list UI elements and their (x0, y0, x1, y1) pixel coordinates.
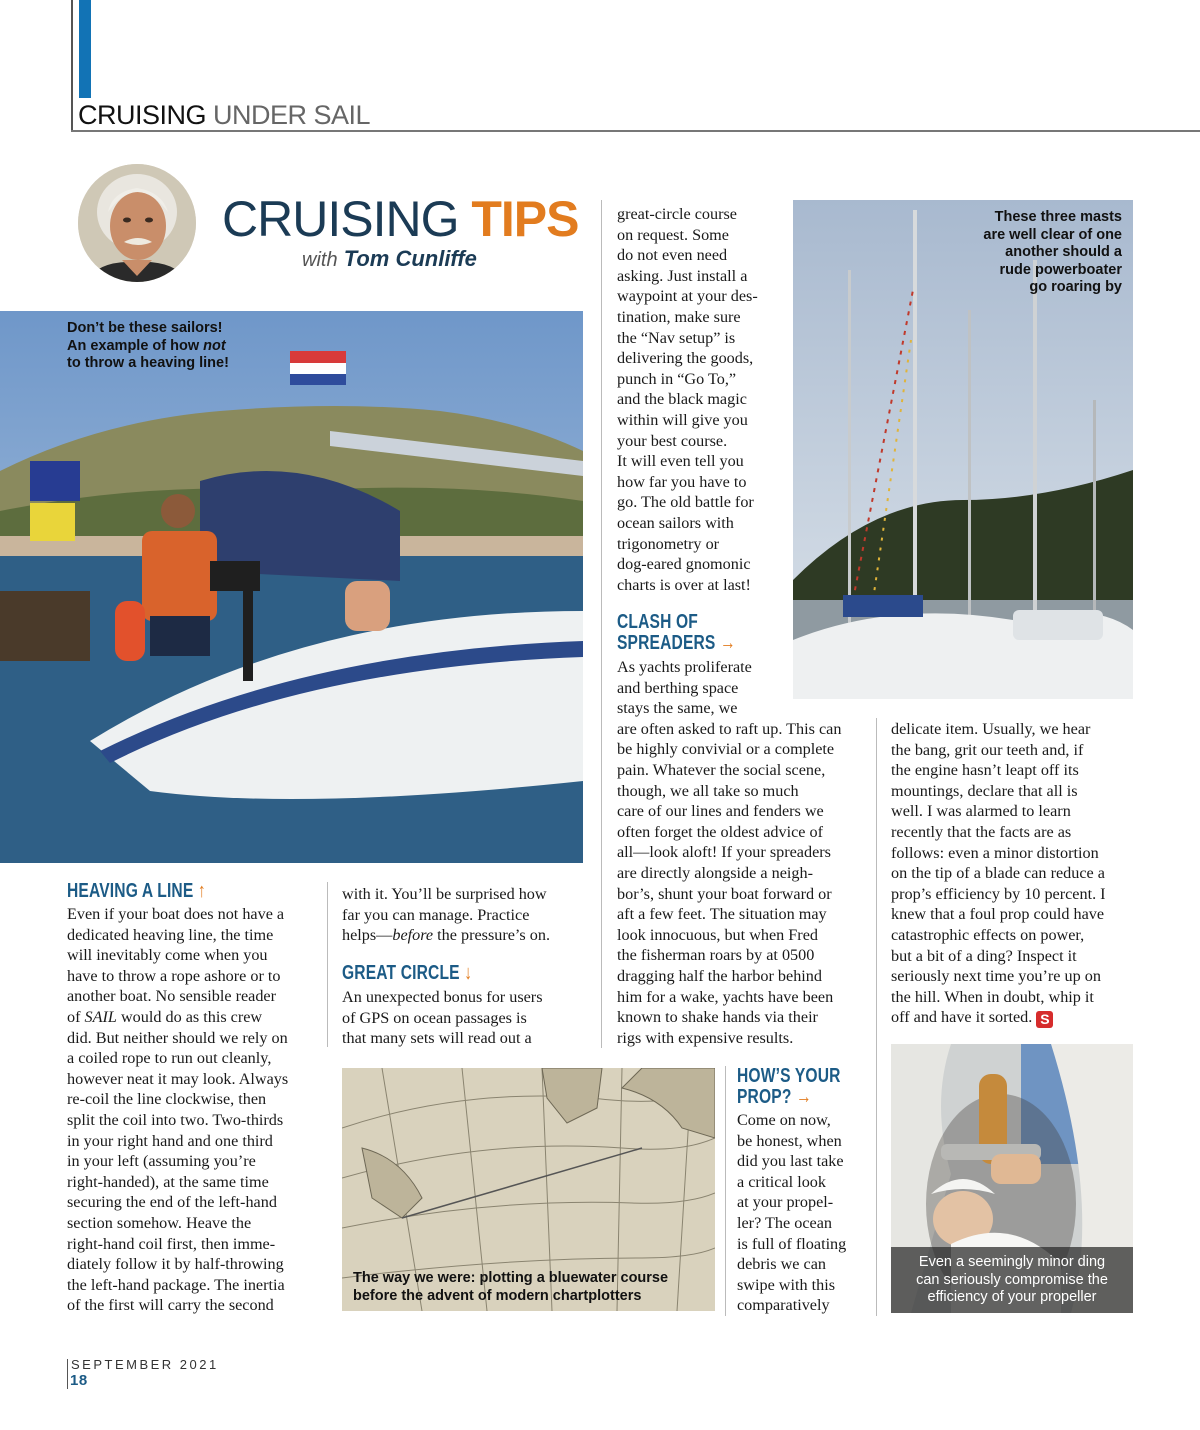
text-line: right-hand coil first, then imme- (67, 1234, 276, 1253)
text-line: the hill. When in doubt, whip it (891, 987, 1094, 1006)
title-word-tips: TIPS (471, 191, 579, 247)
text-line: punch in “Go To,” (617, 369, 737, 388)
footer-month: SEPTEMBER 2021 (71, 1357, 219, 1372)
heading-text: GREAT CIRCLE (342, 962, 460, 984)
column-rule (601, 200, 602, 1048)
text-line: do not even need (617, 246, 728, 265)
text-line: did. But neither should we rely on (67, 1028, 288, 1047)
text-line: dragging half the harbor behind (617, 966, 822, 985)
byline-with: with (302, 249, 338, 271)
text-line: within will give you (617, 410, 748, 429)
text-line: asking. Just install a (617, 266, 748, 285)
text-line: on the tip of a blade can reduce a (891, 864, 1105, 883)
text-line: be highly convivial or a complete (617, 740, 835, 759)
text-line (342, 925, 592, 946)
text-line: however neat it may look. Always (67, 1069, 289, 1088)
caption-line: The way we were: plotting a bluewater course (353, 1270, 669, 1286)
text-line: your best course. (617, 431, 728, 450)
arrow-up-icon: ↑ (197, 880, 206, 902)
photo-chart-caption (353, 1270, 703, 1305)
caption-line: go roaring by (1029, 279, 1122, 295)
caption-line: to throw a heaving line! (67, 355, 229, 371)
text-italic: before (392, 926, 434, 945)
text-span: helps— (342, 926, 393, 945)
text-line: go. The old battle for (617, 493, 754, 512)
text-line: As yachts proliferate (617, 658, 752, 676)
text-line: the bang, grit our teeth and, if (891, 740, 1084, 759)
caption-line: Don’t be these sailors! (67, 320, 223, 336)
section-light: UNDER SAIL (213, 100, 371, 130)
heading-text: HEAVING A LINE (67, 880, 194, 902)
text-line: diately follow it by half-throwing (67, 1255, 284, 1274)
caption-line: Even a seemingly minor ding (918, 1254, 1106, 1270)
column-3-text-b (617, 657, 867, 1048)
text-line: all—look aloft! If your spreaders (617, 843, 831, 862)
text-line: section somehow. Heave the (67, 1213, 252, 1232)
text-line: comparatively (737, 1296, 830, 1315)
photo-heaving-line-caption (67, 320, 307, 373)
text-line: in your left (assuming you’re (67, 1152, 256, 1171)
text-line: tination, make sure (617, 307, 741, 326)
text-line: An unexpected bonus for users (342, 988, 543, 1006)
photo-propeller-caption (891, 1254, 1133, 1307)
text-line: of the first will carry the second (67, 1296, 274, 1315)
text-line: aft a few feet. The situation may (617, 905, 827, 924)
text-line: are often asked to raft up. This can (617, 719, 842, 738)
column-1-text (67, 904, 317, 1316)
text-line: ler? The ocean (737, 1213, 832, 1232)
heading-clash-of-spreaders (617, 612, 736, 654)
byline (302, 246, 477, 272)
footer (67, 1357, 219, 1389)
heading-line (737, 1087, 841, 1108)
text-line: knew that a foul prop could have (891, 905, 1105, 924)
text-line: are directly alongside a neigh- (617, 863, 813, 882)
text-line: with it. You’ll be surprised how (342, 885, 547, 903)
text-line: follows: even a minor distortion (891, 843, 1099, 862)
text-line: a coiled rope to run out cleanly, (67, 1049, 272, 1068)
caption-italic: not (203, 337, 226, 354)
caption-line: another should a (1005, 244, 1122, 260)
text-line: care of our lines and fenders we (617, 802, 824, 821)
text-line: at your propel- (737, 1193, 834, 1212)
column-2-text-a (342, 884, 592, 946)
text-line: another boat. No sensible reader (67, 987, 277, 1006)
text-line: and the black magic (617, 390, 747, 409)
text-line: far you can manage. Practice (342, 905, 530, 924)
caption-line: are well clear of one (983, 226, 1122, 243)
arrow-right-icon: → (796, 1086, 812, 1108)
text-line: the fisherman roars by at 0500 (617, 946, 815, 965)
heading-text: HOW’S YOUR (737, 1065, 841, 1087)
header-vertical-rule (71, 0, 73, 132)
section-color-bar (79, 0, 91, 98)
text-line: how far you have to (617, 472, 747, 491)
page-number: 18 (70, 1372, 88, 1389)
article-title (222, 190, 579, 248)
text-line: waypoint at your des- (617, 287, 758, 306)
text-line (891, 1007, 1141, 1028)
text-line: the left-hand package. The inertia (67, 1275, 285, 1294)
text-line: in your right hand and one third (67, 1131, 273, 1150)
column-rule (327, 882, 328, 1047)
heading-line (617, 633, 736, 654)
text-line: seriously next time you’re up on (891, 967, 1101, 986)
text-line: the “Nav setup” is (617, 328, 736, 347)
text-line: dog-eared gnomonic (617, 555, 751, 574)
heading-text: CLASH OF (617, 611, 698, 633)
text-line: trigonometry or (617, 534, 720, 553)
text-line: pain. Whatever the social scene, (617, 760, 826, 779)
text-line: did you last take (737, 1152, 844, 1171)
text-line: Come on now, (737, 1111, 831, 1129)
text-line: of SAIL would do as this crew (67, 1007, 263, 1026)
text-line: mountings, declare that all is (891, 781, 1078, 800)
caption-line: can seriously compromise the (916, 1271, 1108, 1288)
text-line: and berthing space (617, 678, 739, 697)
text-line: will inevitably come when you (67, 946, 268, 965)
heading-great-circle (342, 963, 472, 984)
photo-masts-caption (962, 209, 1122, 297)
arrow-right-icon: → (719, 632, 736, 654)
text-line: charts is over at last! (617, 575, 751, 594)
text-line: right-handed), at the same time (67, 1172, 269, 1191)
text-line: dedicated heaving line, the time (67, 925, 274, 944)
heading-hows-your-prop (737, 1066, 841, 1108)
caption-line: efficiency of your propeller (927, 1289, 1097, 1305)
text-line: look innocuous, but when Fred (617, 925, 818, 944)
text-span: off and have it sorted. (891, 1008, 1033, 1027)
caption-text: An example of how (67, 337, 204, 354)
text-line: is full of floating (737, 1234, 847, 1253)
heading-heaving-line (67, 881, 206, 902)
column-4-text (737, 1110, 867, 1316)
header-rule (71, 130, 1200, 132)
heading-text: PROP? (737, 1086, 792, 1108)
column-rule (725, 1066, 726, 1316)
text-line: known to shake hands via their (617, 1008, 818, 1027)
section-header (78, 100, 370, 131)
text-line: ocean sailors with (617, 513, 734, 532)
text-line: It will even tell you (617, 452, 744, 471)
text-line: split the coil into two. Two-thirds (67, 1110, 284, 1129)
text-line: on request. Some (617, 225, 729, 244)
text-line: but a bit of a ding? Inspect it (891, 946, 1077, 965)
text-line: that many sets will read out a (342, 1029, 532, 1048)
column-rule (876, 718, 877, 1316)
text-line: swipe with this (737, 1275, 836, 1294)
text-line: Even if your boat does not have a (67, 905, 285, 923)
text-line: delicate item. Usually, we hear (891, 720, 1091, 738)
text-line: be honest, when (737, 1131, 842, 1150)
text-line: stays the same, we (617, 699, 738, 718)
text-line: well. I was alarmed to learn (891, 802, 1071, 821)
sail-end-mark-icon: S (1036, 1011, 1053, 1028)
text-span: the pressure’s on. (433, 926, 551, 945)
text-line: prop’s efficiency by 10 percent. I (891, 884, 1106, 903)
text-line: the engine hasn’t leapt off its (891, 761, 1079, 780)
text-line: of GPS on ocean passages is (342, 1008, 527, 1027)
title-word-cruising: CRUISING (222, 191, 459, 247)
text-line: often forget the oldest advice of (617, 822, 824, 841)
text-line: catastrophic effects on power, (891, 925, 1085, 944)
text-line: a critical look (737, 1172, 826, 1191)
text-line: re-coil the line clockwise, then (67, 1090, 267, 1109)
text-line: great-circle course (617, 205, 737, 223)
text-line: have to throw a rope ashore or to (67, 966, 281, 985)
text-line: rigs with expensive results. (617, 1028, 794, 1047)
column-2-text-b (342, 987, 592, 1049)
text-line: him for a wake, yachts have been (617, 987, 834, 1006)
text-line: debris we can (737, 1255, 826, 1274)
text-line: recently that the facts are as (891, 822, 1072, 841)
section-bold: CRUISING (78, 100, 207, 130)
author-portrait (78, 164, 196, 282)
column-3-text-a (617, 204, 787, 595)
caption-line (67, 338, 307, 356)
heading-text: SPREADERS (617, 632, 716, 654)
text-line: bor’s, shunt your boat forward or (617, 884, 832, 903)
text-line: securing the end of the left-hand (67, 1193, 277, 1212)
photo-heaving-line (0, 311, 583, 863)
publication-name: SAIL (84, 1007, 117, 1026)
caption-line: before the advent of modern chartplotters (353, 1287, 642, 1304)
column-5-text (891, 719, 1141, 1028)
arrow-down-icon: ↓ (464, 962, 473, 984)
caption-line: rude powerboater (999, 261, 1122, 278)
byline-author: Tom Cunliffe (343, 246, 477, 271)
caption-line: These three masts (994, 209, 1122, 225)
text-line: though, we all take so much (617, 781, 799, 800)
text-line: delivering the goods, (617, 349, 754, 368)
